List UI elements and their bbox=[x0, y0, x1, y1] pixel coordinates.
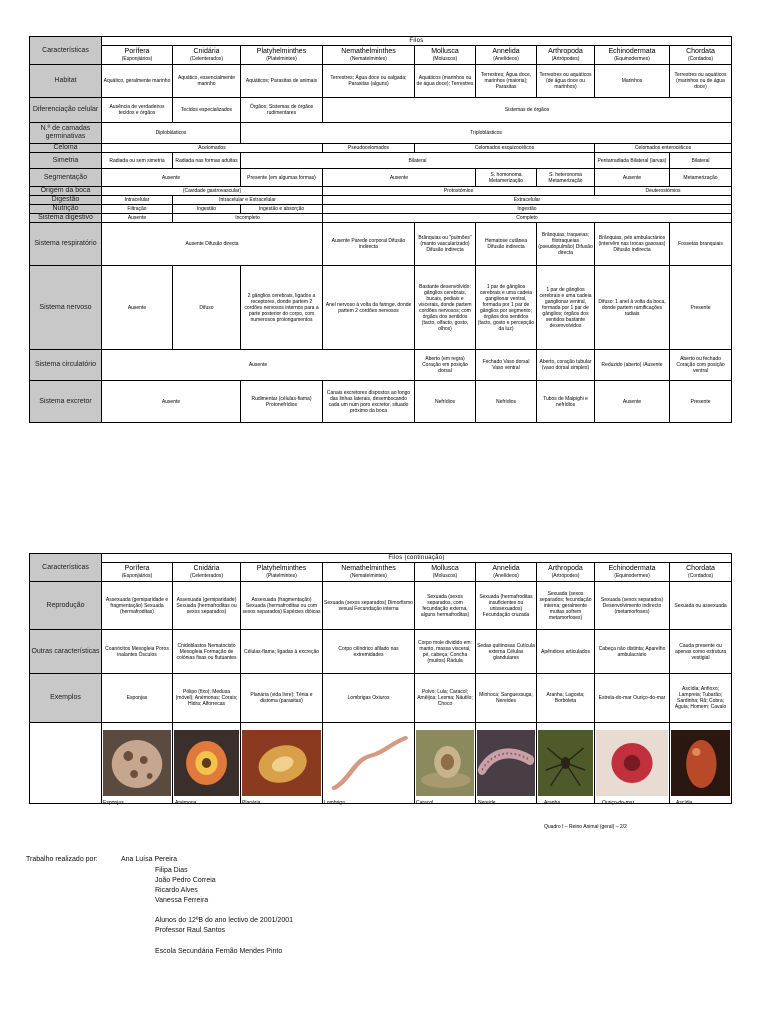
credits-teacher: Professor Raul Santos bbox=[155, 927, 226, 934]
cell: Fossetas branquiais bbox=[670, 223, 732, 266]
cell: Intracelular bbox=[102, 196, 173, 205]
caption-spider: Aranha bbox=[544, 800, 561, 806]
phylum-chordata: Chordata (Cordados) bbox=[670, 563, 732, 582]
cell: Pólipo (fixo); Medusa (móvel); Anémonas; Corais; Hidra; Alforrecas bbox=[173, 674, 241, 723]
photo-ascidian bbox=[670, 723, 732, 804]
cell: Aquático, geralmente marinho bbox=[102, 65, 173, 98]
cell: Ingestão bbox=[323, 205, 732, 214]
cell: Sexuada (sexos separados) Dimorfismo sexual Fecundação interna bbox=[323, 582, 415, 630]
cell: Presente (em algumas formas) bbox=[241, 169, 323, 187]
cell: Cabeça não distinta; Aparelho ambulacrário bbox=[595, 630, 670, 674]
cell: Radiada nas formas adultas bbox=[173, 153, 241, 169]
row-label: Simetria bbox=[30, 153, 102, 169]
phylum-arthropoda: Arthropoda (Artrópodes) bbox=[537, 563, 595, 582]
cell: Nefrídios bbox=[476, 381, 537, 423]
row-digestao bbox=[30, 196, 732, 205]
cell: Canais excretores dispostos ao longo das linhas laterais, desembocando cada um num poro excretor, situado próximo da boca bbox=[323, 381, 415, 423]
row-diferenciacao bbox=[30, 98, 732, 123]
phylum-cnidaria: Cnidária (Celenterados) bbox=[173, 563, 241, 582]
row-label: Segmentação bbox=[30, 169, 102, 187]
phylum-nemathelminthes: Nemathelminthes (Nematelmintes) bbox=[323, 563, 415, 582]
cell: 1 par de gânglios cerebrais e uma cadeia ganglionar ventral, formada por 1 par de gânglios por segmento; órgãos dos sentidos (tacto, gosto e percepção da luz) bbox=[476, 266, 537, 350]
cell: Difuso: 1 anel à volta da boca, donde partem ramificações radiais bbox=[595, 266, 670, 350]
table-caption: Quadro I – Reino Animal (geral) – 2/2 bbox=[544, 824, 627, 830]
phylum-mollusca: Mollusca (Moluscos) bbox=[415, 46, 476, 65]
row-nutricao bbox=[30, 205, 732, 214]
caption-nereid: Nereide bbox=[478, 800, 496, 806]
caption-anemone: Anémona bbox=[175, 800, 197, 806]
cell: Reduzido (aberto) /Ausente bbox=[595, 350, 670, 381]
cell: Cauda presente ou apenas como estrutura vestigial bbox=[670, 630, 732, 674]
row-exemplos bbox=[30, 674, 732, 723]
cell: Brânquias, pés ambulacrários (intervêm nas trocas gasosas) Difusão indirecta bbox=[595, 223, 670, 266]
cell: Deuterostómios bbox=[595, 187, 732, 196]
row-simetria bbox=[30, 153, 732, 169]
cell: Bastante desenvolvido: gânglios cerebrais, bucais, pediais e viscerais, donde partem cordões nervosos; com órgãos dos sentidos (tacto, olfacto, gosto, olhos) bbox=[415, 266, 476, 350]
header-label: Características bbox=[30, 554, 102, 582]
cell: Ingestão bbox=[173, 205, 241, 214]
cell: Acelomados bbox=[102, 144, 323, 153]
cell: Nefrídios bbox=[415, 381, 476, 423]
cell: (Cavidade gastrovascular) bbox=[102, 187, 323, 196]
row-label: Sistema excretor bbox=[30, 381, 102, 423]
cell: Coanócitos Mesogleia Poros inalantes Ósculos bbox=[102, 630, 173, 674]
cell: Ausente Parede corporal Difusão indirecta bbox=[323, 223, 415, 266]
row-label: N.º de camadas germinativas bbox=[30, 123, 102, 144]
cell: 1 par de gânglios cerebrais e uma cadeia ganglionar ventral, formada por 1 par de gânglios; órgãos dos sentidos bastante desenvolvidos bbox=[537, 266, 595, 350]
cell: Anel nervoso à volta da faringe, donde partem 2 cordões nervosos bbox=[323, 266, 415, 350]
cell: Aberto ou fechado Coração com posição ventral bbox=[670, 350, 732, 381]
sponge-image bbox=[103, 730, 171, 796]
credits-class: Alunos do 12ºB do ano lectivo de 2001/2001 bbox=[155, 917, 293, 924]
row-reproducao bbox=[30, 582, 732, 630]
cell: Pseudocelomados bbox=[323, 144, 415, 153]
row-label: Nutrição bbox=[30, 205, 102, 214]
cell: Aberto, coração tubular (vaso dorsal simples) bbox=[537, 350, 595, 381]
phylum-chordata: Chordata (Cordados) bbox=[670, 46, 732, 65]
cell: 2 gânglios cerebrais, ligados a receptores, donde partem 2 cordões nervosos internos para a parte posterior do corpo, com numerosos prolongamentos bbox=[241, 266, 323, 350]
cell: S. homonoma Metamerização bbox=[476, 169, 537, 187]
spider-image bbox=[538, 730, 593, 796]
cell: Sexuada (sexos separados, com fecundação externa, alguns hermafroditas) bbox=[415, 582, 476, 630]
photo-roundworm bbox=[323, 723, 415, 804]
cell: Terrestres ou aquáticos (marinhos ou de água doce) bbox=[670, 65, 732, 98]
cell: Presente bbox=[670, 266, 732, 350]
credits-school: Escola Secundária Fernão Mendes Pinto bbox=[155, 948, 283, 955]
phylum-platyhelminthes: Platyhelminthes (Platelmintes) bbox=[241, 46, 323, 65]
phylum-echinodermata: Echinodermata (Equinodermes) bbox=[595, 563, 670, 582]
cell: Radiada ou sem simetria bbox=[102, 153, 173, 169]
cell: Ausente bbox=[595, 169, 670, 187]
cell: Planária (vida livre); Ténia e distoma (parasitas) bbox=[241, 674, 323, 723]
cell: Polvo; Lula; Caracol; Amêijoa; Lesma; Náutilo; Choco bbox=[415, 674, 476, 723]
cell: Assexuada (gemiparidade e fragmentação) Sexuada (hermafroditas) bbox=[102, 582, 173, 630]
row-origem bbox=[30, 187, 732, 196]
cell: Ausente bbox=[102, 266, 173, 350]
cell: Sexuada (sexos separados; fecundação interna; geralmente muitas sofrem metamorfoses) bbox=[537, 582, 595, 630]
phylum-porifera: Porífera (Esponjiários) bbox=[102, 46, 173, 65]
phylum-porifera: Porífera (Esponjiários) bbox=[102, 563, 173, 582]
characteristics-table-continued bbox=[29, 553, 732, 804]
credits-name: João Pedro Correia bbox=[155, 877, 216, 884]
cell: Sedas quitinosas Cutícula externa Células glandulares bbox=[476, 630, 537, 674]
photo-label-cell bbox=[30, 723, 102, 804]
row-celoma bbox=[30, 144, 732, 153]
roundworm-image bbox=[324, 730, 413, 796]
row-label: Digestão bbox=[30, 196, 102, 205]
phylum-arthropoda: Arthropoda (Artrópodes) bbox=[537, 46, 595, 65]
credits-name: Ana Luísa Pereira bbox=[121, 856, 178, 863]
phylum-echinodermata: Echinodermata (Equinodermes) bbox=[595, 46, 670, 65]
caption-planaria: Planária bbox=[242, 800, 261, 806]
ascidian-image bbox=[671, 730, 730, 796]
row-label: Sistema nervoso bbox=[30, 266, 102, 350]
planaria-image bbox=[242, 730, 321, 796]
cell: Filtração bbox=[102, 205, 173, 214]
row-label: Sistema circulatório bbox=[30, 350, 102, 381]
cell: Extracelular bbox=[323, 196, 732, 205]
cell: Aquático, essencialmente marinho bbox=[173, 65, 241, 98]
cell: Brânquias ou "pulmões" (manto vascularizado) Difusão indirecta bbox=[415, 223, 476, 266]
caption-sea-urchin: Ouriço-do-mar bbox=[602, 800, 635, 806]
row-label: Habitat bbox=[30, 65, 102, 98]
cell: Marinhos bbox=[595, 65, 670, 98]
cell: Presente bbox=[670, 381, 732, 423]
cell: Ausente bbox=[102, 214, 173, 223]
phylum-cnidaria: Cnidária (Celenterados) bbox=[173, 46, 241, 65]
nereid-image bbox=[477, 730, 535, 796]
cell: Completo bbox=[323, 214, 732, 223]
cell: Lombrigas Oxiuros bbox=[323, 674, 415, 723]
caption-snail: Caracol bbox=[416, 800, 434, 806]
row-habitat bbox=[30, 65, 732, 98]
cell: Ausente bbox=[102, 169, 241, 187]
cell: Bilateral bbox=[670, 153, 732, 169]
cell: Brânquias; traqueias; filotraqueias (pseudopulmão) Difusão directa bbox=[537, 223, 595, 266]
cell: Corpo cilíndrico afilado nas extremidades bbox=[323, 630, 415, 674]
cell: Sexuada ou assexuada bbox=[670, 582, 732, 630]
caption-ascidian: Ascídia bbox=[676, 800, 693, 806]
cell: Tubos de Malpighi e nefrídios bbox=[537, 381, 595, 423]
photo-spider bbox=[537, 723, 595, 804]
phylum-platyhelminthes: Platyhelminthes (Platelmintes) bbox=[241, 563, 323, 582]
credits-name: Vanessa Ferreira bbox=[155, 897, 209, 904]
row-sistema-digestivo bbox=[30, 214, 732, 223]
cell: Minhoca; Sanguessuga; Nereides bbox=[476, 674, 537, 723]
row-label: Exemplos bbox=[30, 674, 102, 723]
row-respiratorio bbox=[30, 223, 732, 266]
cell: Cnidoblastos Nematocisto Mesogleia Formação de colónias fixas ou flutuantes bbox=[173, 630, 241, 674]
cell: Sexuada (sexos separados) Desenvolvimento indirecto (metamorfoses) bbox=[595, 582, 670, 630]
cell: Celomados enterocélicos bbox=[595, 144, 732, 153]
filos-header: Filos bbox=[102, 37, 732, 46]
cell: Terrestres ou aquáticos (de água doce ou marinhos) bbox=[537, 65, 595, 98]
cell: Assexuada (gemiparidade) Sexuada (hermafroditas ou sexos separados) bbox=[173, 582, 241, 630]
cell: Células-flama; ligadas à excreção bbox=[241, 630, 323, 674]
row-camadas bbox=[30, 123, 732, 144]
header-label: Características bbox=[30, 37, 102, 65]
cell: Triploblásticos bbox=[241, 123, 732, 144]
anemone-image bbox=[174, 730, 239, 796]
photo-anemone bbox=[173, 723, 241, 804]
filos-header: Filos (continuação) bbox=[102, 554, 732, 563]
cell: Ausente bbox=[102, 381, 241, 423]
row-label: Celoma bbox=[30, 144, 102, 153]
cell: Estrela-do-mar Ouriço-do-mar bbox=[595, 674, 670, 723]
cell: Esponjas bbox=[102, 674, 173, 723]
photo-sponge bbox=[102, 723, 173, 804]
snail-image bbox=[416, 730, 474, 796]
cell: Aranha; Lagosta; Borboleta bbox=[537, 674, 595, 723]
row-label: Origem da boca bbox=[30, 187, 102, 196]
cell: Aquáticos; Parasitas de animais bbox=[241, 65, 323, 98]
cell: S. heteronoma Metamerização bbox=[537, 169, 595, 187]
cell: Fechado Vaso dorsal Vaso ventral bbox=[476, 350, 537, 381]
cell: Assexuada (fragmentação) Sexuada (hermafroditas ou com sexos separados) Espécies dióicas bbox=[241, 582, 323, 630]
phylum-mollusca: Mollusca (Moluscos) bbox=[415, 563, 476, 582]
cell: Ausente bbox=[323, 169, 476, 187]
credits-name: Filipa Dias bbox=[155, 867, 188, 874]
caption-sponge: Esponjas bbox=[103, 800, 124, 806]
cell: Protostómios bbox=[323, 187, 595, 196]
sea-urchin-image bbox=[596, 730, 668, 796]
row-label: Sistema digestivo bbox=[30, 214, 102, 223]
phylum-nemathelminthes: Nemathelminthes (Nematelmintes) bbox=[323, 46, 415, 65]
cell: Corpo mole dividido em: manto, massa visceral, pé, cabeça; Concha (muitos) Rádula bbox=[415, 630, 476, 674]
credits-label: Trabalho realizado por: bbox=[26, 856, 98, 863]
row-circulatorio bbox=[30, 350, 732, 381]
cell: Pentarradiada Bilateral (larvas) bbox=[595, 153, 670, 169]
cell: Aquáticos (marinhos ou de água doce); Terrestres bbox=[415, 65, 476, 98]
phylum-annelida: Annelida (Anelídeos) bbox=[476, 563, 537, 582]
cell: Ausência de verdadeiros tecidos e órgãos bbox=[102, 98, 173, 123]
cell: Terrestres; Água doce, marinhos (maioria); Parasitas bbox=[476, 65, 537, 98]
caption-roundworm: Lombriga bbox=[324, 800, 345, 806]
cell: Ausente bbox=[102, 350, 415, 381]
cell: Sexuada (hermafroditas insuficientes ou unissexuados) Fecundação cruzada bbox=[476, 582, 537, 630]
cell: Incompleto bbox=[173, 214, 323, 223]
cell: Terrestres; Água doce ou salgada; Parasitas (alguns) bbox=[323, 65, 415, 98]
photo-snail bbox=[415, 723, 476, 804]
cell: Diploblásticos bbox=[102, 123, 241, 144]
cell: Ausente bbox=[595, 381, 670, 423]
row-nervoso bbox=[30, 266, 732, 350]
row-label: Reprodução bbox=[30, 582, 102, 630]
cell: Tecidos especializados bbox=[173, 98, 241, 123]
cell: Hematose cutânea Difusão indirecta bbox=[476, 223, 537, 266]
cell: Ascídia; Anfioxo; Lampreia; Tubarão; Sardinha; Rã; Cobra; Águia; Homem; Cavalo bbox=[670, 674, 732, 723]
cell: Difuso bbox=[173, 266, 241, 350]
cell: Apêndices articulados bbox=[537, 630, 595, 674]
row-outras bbox=[30, 630, 732, 674]
cell: Celomados esquizocélicos bbox=[415, 144, 595, 153]
characteristics-table bbox=[29, 36, 732, 423]
cell: Bilateral bbox=[241, 153, 595, 169]
credits-name: Ricardo Alves bbox=[155, 887, 198, 894]
cell: Órgãos; Sistemas de órgãos rudimentares bbox=[241, 98, 323, 123]
phylum-annelida: Annelida (Anelídeos) bbox=[476, 46, 537, 65]
row-segmentacao bbox=[30, 169, 732, 187]
cell: Ausente Difusão directa bbox=[102, 223, 323, 266]
photo-planaria bbox=[241, 723, 323, 804]
cell: Metamerização bbox=[670, 169, 732, 187]
photo-nereid bbox=[476, 723, 537, 804]
row-label: Sistema respiratório bbox=[30, 223, 102, 266]
cell: Rudimentar (células-flama) Protonefrídios bbox=[241, 381, 323, 423]
row-label: Outras características bbox=[30, 630, 102, 674]
cell: Intracelular e Extracelular bbox=[173, 196, 323, 205]
row-excretor bbox=[30, 381, 732, 423]
cell: Sistemas de órgãos bbox=[323, 98, 732, 123]
row-label: Diferenciação celular bbox=[30, 98, 102, 123]
photo-sea-urchin bbox=[595, 723, 670, 804]
row-photos bbox=[30, 723, 732, 804]
cell: Aberto (em regra) Coração em posição dorsal bbox=[415, 350, 476, 381]
cell: Ingestão e absorção bbox=[241, 205, 323, 214]
